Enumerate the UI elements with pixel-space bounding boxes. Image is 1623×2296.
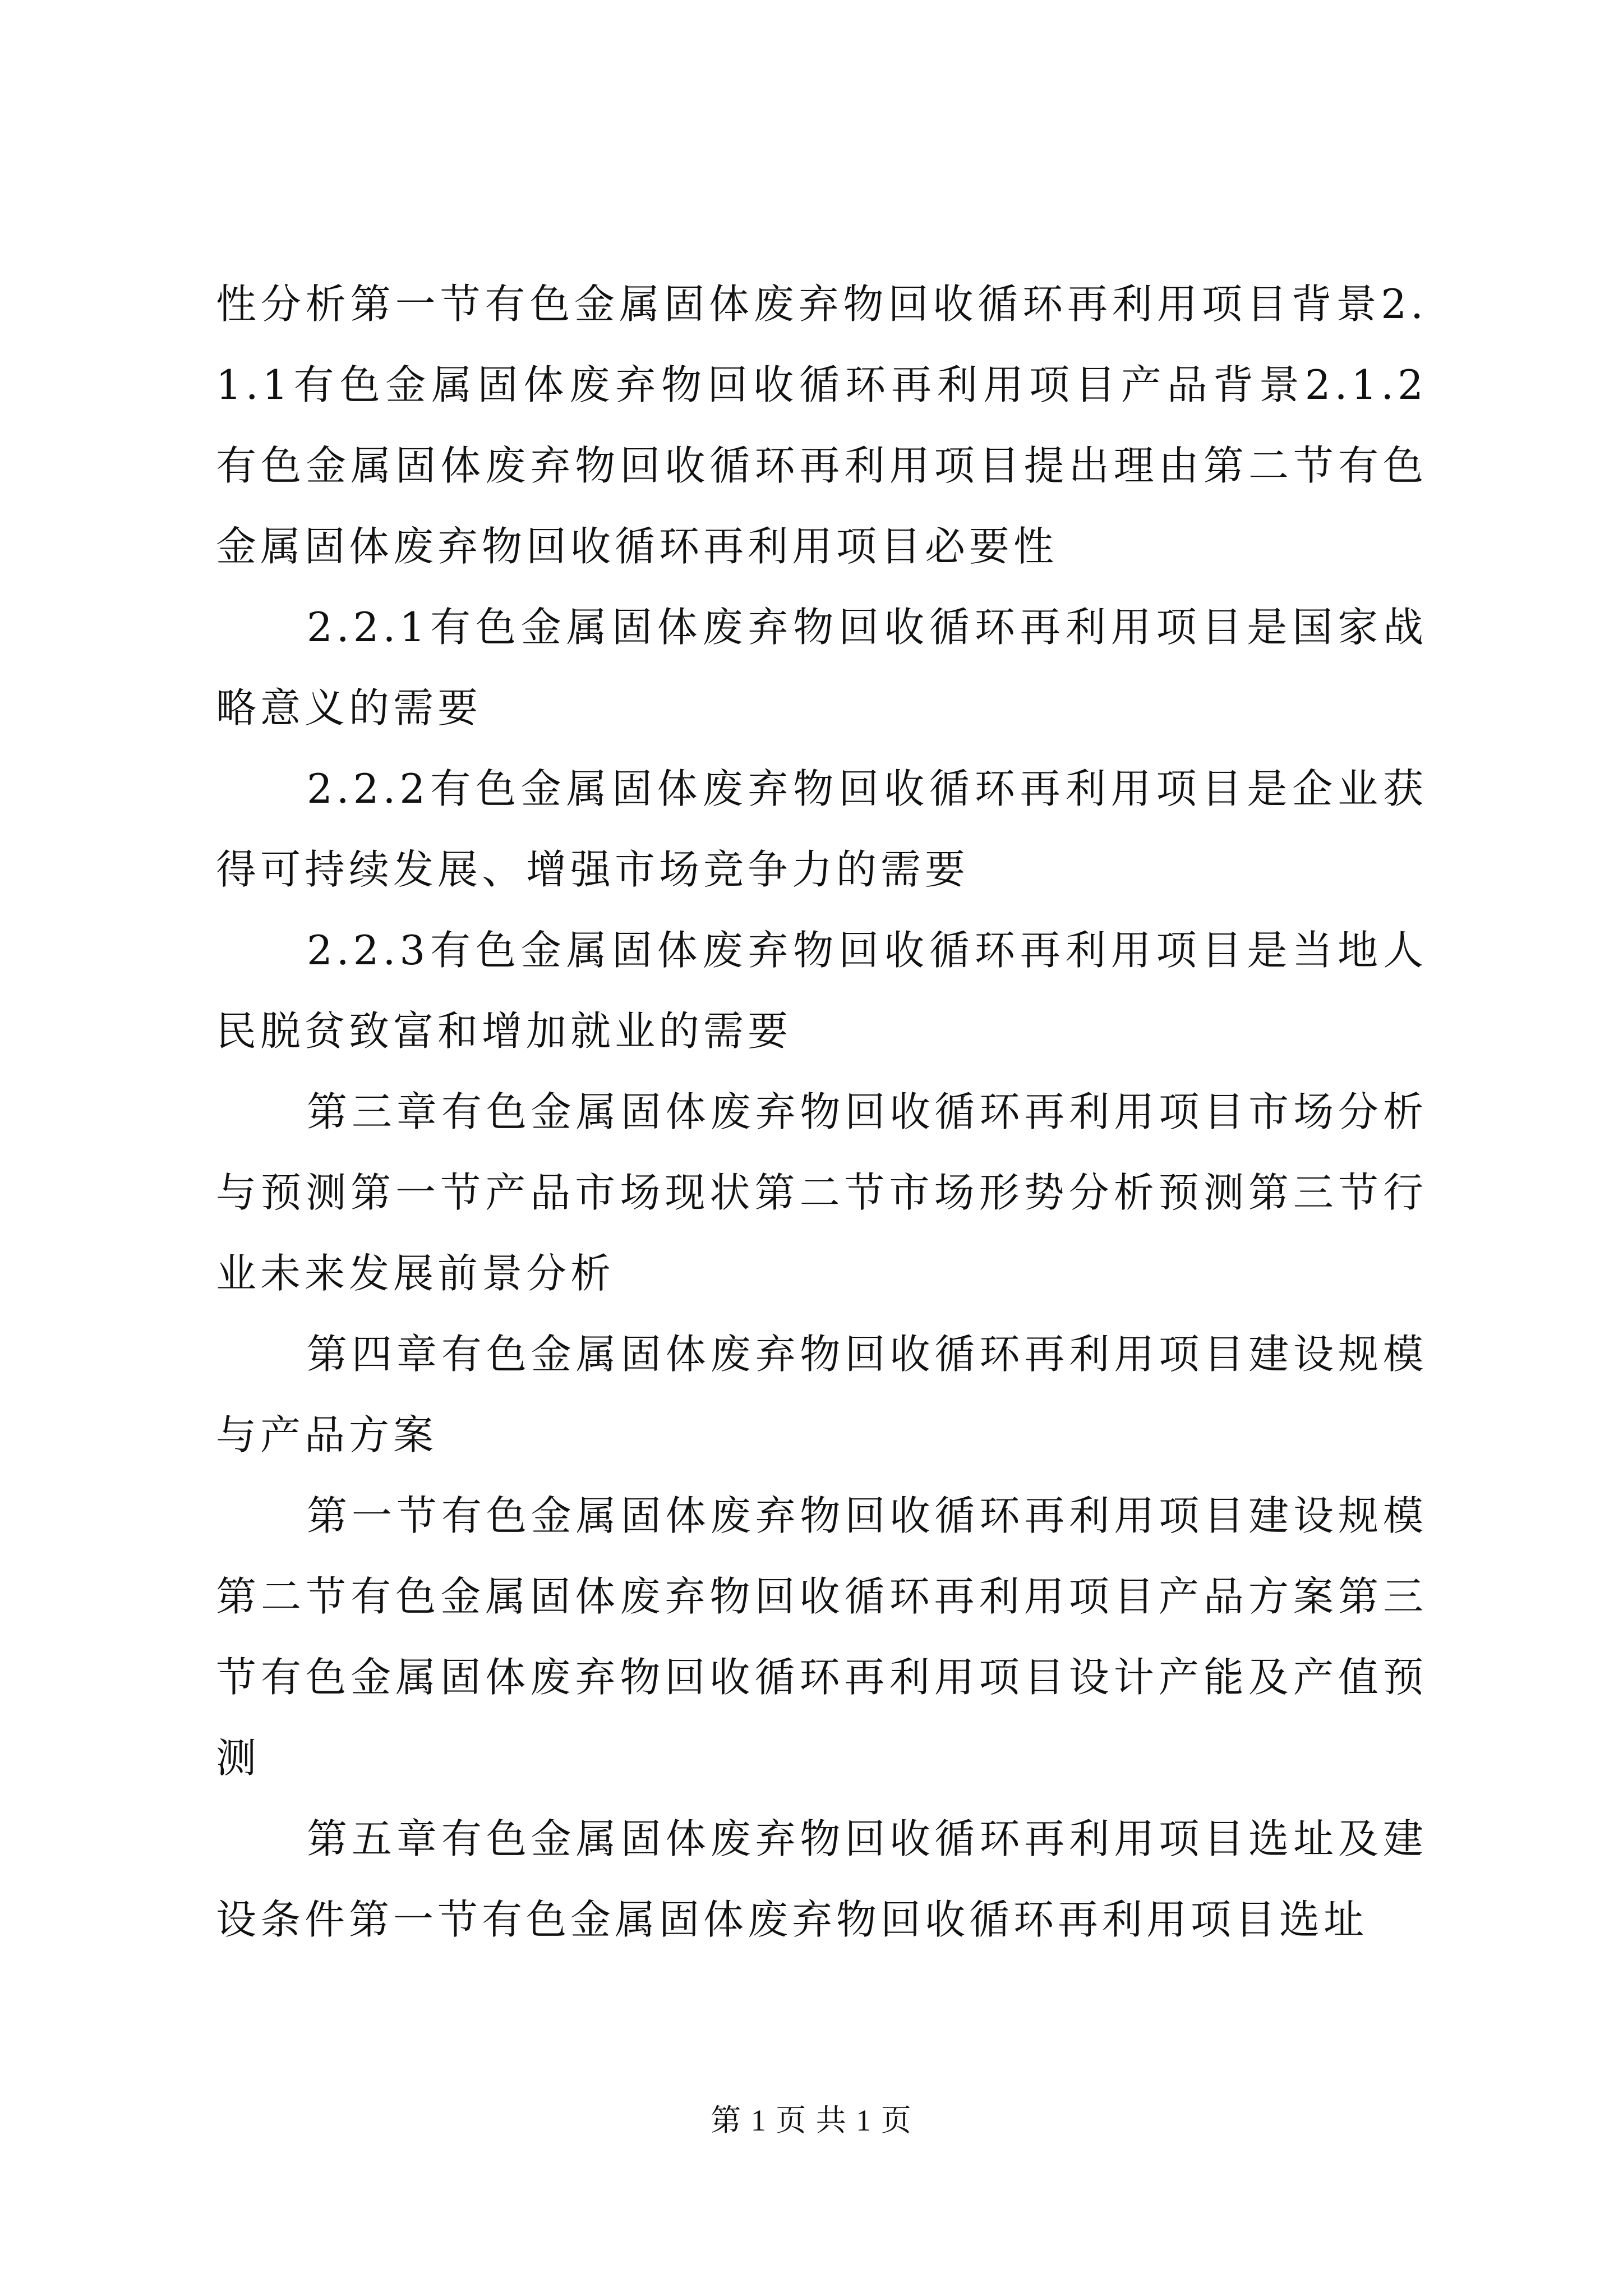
page-footer (0, 2101, 1623, 2140)
paragraph-5: 第三章有色金属固体废弃物回收循环再利用项目市场分析与预测第一节产品市场现状第二节市场形势分析预测第三节行业未来发展前景分析 (216, 1088, 1427, 1297)
paragraph-1: 性分析第一节有色金属固体废弃物回收循环再利用项目背景2.1.1有色金属固体废弃物回收循环再利用项目产品背景2.1.2有色金属固体废弃物回收循环再利用项目提出理由第二节有色金属固体废弃物回收循环再利用项目必要性 (216, 280, 1427, 570)
paragraph-8: 第五章有色金属固体废弃物回收循环再利用项目选址及建设条件第一节有色金属固体废弃物回收循环再利用项目选址 (216, 1815, 1427, 1943)
page-number-label: 第 1 页 共 1 页 (711, 2104, 912, 2137)
paragraph-7: 第一节有色金属固体废弃物回收循环再利用项目建设规模第二节有色金属固体废弃物回收循环再利用项目产品方案第三节有色金属固体废弃物回收循环再利用项目设计产能及产值预测 (216, 1492, 1427, 1782)
paragraph-3: 2.2.2有色金属固体废弃物回收循环再利用项目是企业获得可持续发展、增强市场竞争力的需要 (216, 765, 1427, 893)
paragraph-2: 2.2.1有色金属固体废弃物回收循环再利用项目是国家战略意义的需要 (216, 604, 1427, 731)
document-body (216, 264, 1427, 1960)
paragraph-6: 第四章有色金属固体废弃物回收循环再利用项目建设规模与产品方案 (216, 1331, 1427, 1458)
paragraph-4: 2.2.3有色金属固体废弃物回收循环再利用项目是当地人民脱贫致富和增加就业的需要 (216, 927, 1427, 1055)
